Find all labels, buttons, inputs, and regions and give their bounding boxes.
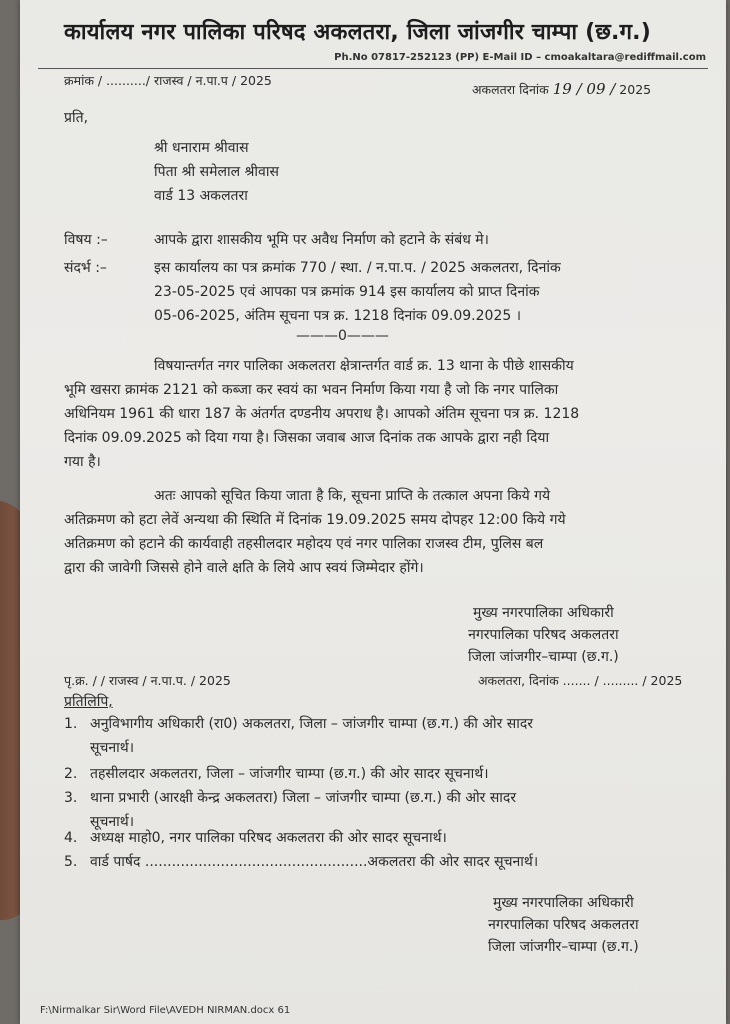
letterhead-contact: Ph.No 07817-252123 (PP) E-Mail ID – cmoakaltara@rediffmail.com — [334, 52, 706, 63]
prati-label: प्रति, — [64, 110, 89, 126]
copy-item-1 — [64, 712, 533, 760]
file-path-footer: F:\Nirmalkar Sir\Word File\AVEDH NIRMAN.docx 61 — [40, 1005, 291, 1016]
copy-number: पृ.क्र. / / राजस्व / न.पा.प. / 2025 — [64, 673, 231, 688]
copy-item-5-number: 5. — [64, 854, 78, 870]
body-para1-line-4: दिनांक 09.09.2025 को दिया गया है। जिसका जवाब आज दिनांक तक आपके द्वारा नही दिया — [64, 430, 550, 446]
copy-item-5-line-1: वार्ड पार्षद ..................................................अकलतरा की ओर सादर सूचनार्थ। — [90, 854, 539, 870]
notice-letter — [20, 0, 726, 1024]
section-divider: ———0——— — [296, 328, 389, 344]
body-para2-line-4: द्वारा की जावेगी जिससे होने वाले क्षति के लिये आप स्वयं जिम्मेदार होंगे। — [64, 560, 424, 576]
body-para2-line-3: अतिक्रमण को हटाने की कार्यवाही तहसीलदार महोदय एवं नगर पालिका राजस्व टीम, पुलिस बल — [64, 536, 544, 552]
letter-date — [472, 80, 651, 98]
copy-item-1-number: 1. — [64, 716, 78, 732]
letter-number: क्रमांक / ........../ राजस्व / न.पा.प / 2025 — [64, 73, 272, 88]
signature-2-office: नगरपालिका परिषद अकलतरा — [488, 917, 639, 933]
reference-label: संदर्भ :– — [64, 260, 107, 276]
signature-2-title: मुख्य नगरपालिका अधिकारी — [493, 895, 634, 911]
signature-1-office: नगरपालिका परिषद अकलतरा — [468, 627, 619, 643]
copy-item-3-number: 3. — [64, 790, 78, 806]
copy-item-4 — [64, 826, 447, 850]
copy-item-2-line-1: तहसीलदार अकलतरा, जिला – जांजगीर चाम्पा (छ.ग.) की ओर सादर सूचनार्थ। — [90, 766, 489, 782]
body-para1-line-2: भूमि खसरा क्रामंक 2121 को कब्जा कर स्वयं का भवन निर्माण किया गया है जो कि नगर पालिका — [64, 382, 559, 398]
reference-line-1: इस कार्यालय का पत्र क्रमांक 770 / स्था. / न.पा.प. / 2025 अकलतरा, दिनांक — [154, 260, 561, 276]
subject-label: विषय :– — [64, 232, 108, 248]
copy-item-4-number: 4. — [64, 830, 78, 846]
subject-text: आपके द्वारा शासकीय भूमि पर अवैध निर्माण को हटाने के संबंध मे। — [154, 232, 489, 248]
signature-1-district: जिला जांजगीर–चाम्पा (छ.ग.) — [468, 649, 619, 665]
addressee-name: श्री धनाराम श्रीवास — [154, 140, 249, 156]
header-rule — [38, 68, 708, 69]
body-para2-line-2: अतिक्रमण को हटा लेवें अन्यथा की स्थिति में दिनांक 19.09.2025 समय दोपहर 12:00 किये गये — [64, 512, 566, 528]
copy-item-5 — [64, 850, 538, 874]
copy-item-2-number: 2. — [64, 766, 78, 782]
addressee-father: पिता श्री समेलाल श्रीवास — [154, 164, 279, 180]
copy-item-3-line-2: सूचनार्थ। — [90, 814, 135, 830]
body-para2-line-1: अतः आपको सूचित किया जाता है कि, सूचना प्राप्ति के तत्काल अपना किये गये — [154, 488, 551, 504]
date-year: 2025 — [619, 82, 652, 97]
body-para1-line-5: गया है। — [64, 454, 101, 470]
copy-date: अकलतरा, दिनांक ....... / ......... / 2025 — [478, 673, 683, 688]
reference-line-2: 23-05-2025 एवं आपका पत्र क्रमांक 914 इस कार्यालय को प्राप्त दिनांक — [154, 284, 540, 300]
addressee-ward: वार्ड 13 अकलतरा — [154, 188, 248, 204]
body-para1-line-3: अधिनियम 1961 की धारा 187 के अंतर्गत दण्डनीय अपराध है। आपको अंतिम सूचना पत्र क्र. 1218 — [64, 406, 580, 422]
copy-item-3-line-1: थाना प्रभारी (आरक्षी केन्द्र अकलतरा) जिला – जांजगीर चाम्पा (छ.ग.) की ओर सादर — [90, 790, 517, 806]
handwritten-date: 19 / 09 / — [552, 80, 616, 98]
copy-item-1-line-2: सूचनार्थ। — [90, 740, 135, 756]
signature-block-1 — [468, 602, 619, 668]
signature-1-title: मुख्य नगरपालिका अधिकारी — [473, 605, 614, 621]
signature-block-2 — [488, 892, 639, 958]
date-prefix: अकलतरा दिनांक — [472, 82, 549, 97]
reference-line-3: 05-06-2025, अंतिम सूचना पत्र क्र. 1218 दिनांक 09.09.2025 । — [154, 308, 522, 324]
copy-item-2 — [64, 762, 489, 786]
copy-item-1-line-1: अनुविभागीय अधिकारी (रा0) अकलतरा, जिला – जांजगीर चाम्पा (छ.ग.) की ओर सादर — [90, 716, 534, 732]
body-para1-line-1: विषयान्तर्गत नगर पालिका अकलतरा क्षेत्रान्तर्गत वार्ड क्र. 13 थाना के पीछे शासकीय — [154, 358, 574, 374]
letterhead-title: कार्यालय नगर पालिका परिषद अकलतरा, जिला जांजगीर चाम्पा (छ.ग.) — [64, 20, 651, 45]
copy-item-4-line-1: अध्यक्ष माहो0, नगर पालिका परिषद अकलतरा की ओर सादर सूचनार्थ। — [90, 830, 447, 846]
copy-heading: प्रतिलिपि, — [64, 694, 113, 710]
signature-2-district: जिला जांजगीर–चाम्पा (छ.ग.) — [488, 939, 639, 955]
